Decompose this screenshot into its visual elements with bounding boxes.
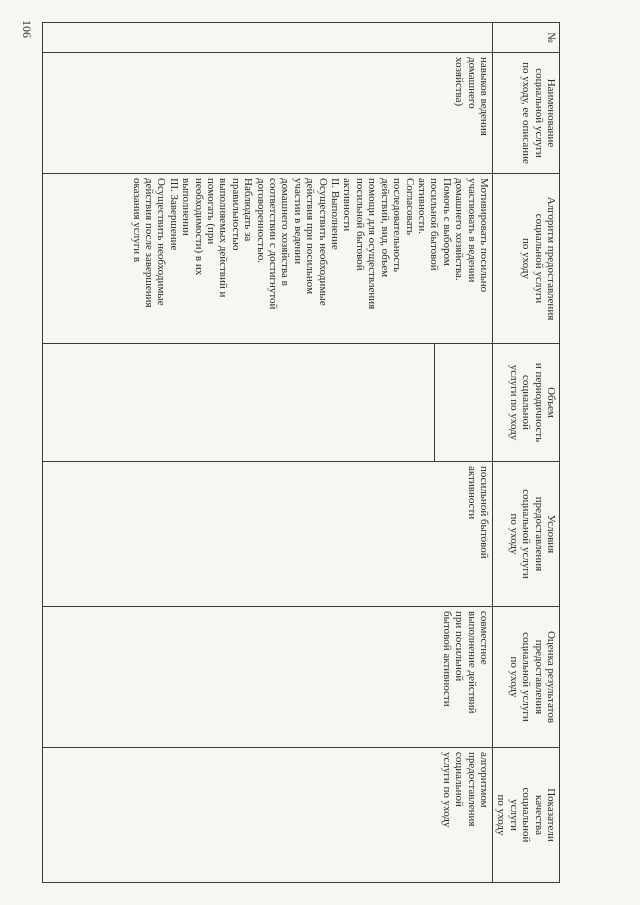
header-service-name	[492, 53, 559, 174]
cell-volume	[43, 344, 493, 462]
text-line: хозяйства)	[453, 57, 466, 107]
header-line: социальной услуги	[520, 632, 533, 722]
header-line: Показатели	[545, 788, 557, 842]
text-line: соответствии с достигнутой	[267, 178, 280, 310]
header-line: услуги	[507, 799, 520, 831]
cell-divider	[434, 344, 435, 461]
text-line: бытовой активности	[440, 611, 453, 707]
header-line: Оценка результатов	[545, 630, 557, 724]
text-line: выполняемых действий и	[217, 178, 230, 298]
text-line: посильной бытовой	[428, 178, 441, 271]
header-evaluation	[492, 607, 559, 748]
text-line: Мотивировать посильно	[477, 178, 490, 293]
volume-cell-inner	[45, 348, 490, 457]
header-line: по уходу, ее описание	[520, 62, 533, 164]
header-line: социальной	[520, 787, 533, 843]
text-line: договоренностью.	[254, 178, 267, 264]
text-line: Осуществить необходимые	[316, 178, 329, 306]
text-line: помощи для осуществления	[366, 178, 379, 310]
text-line: Наблюдать за	[242, 178, 255, 242]
header-line: социальной услуги	[520, 489, 533, 579]
header-line: качества	[532, 795, 545, 835]
header-line: по уходу	[507, 513, 520, 555]
header-line: Условия	[545, 514, 557, 554]
cell-evaluation	[43, 607, 493, 748]
header-line: по уходу	[495, 794, 508, 836]
header-line: и периодичность	[532, 362, 545, 443]
text-line: выполнении	[180, 178, 193, 236]
text-line: выполнение действий	[465, 611, 478, 714]
header-line: Алгоритм предоставления	[545, 196, 557, 321]
header-line: по уходу	[520, 238, 533, 279]
text-line: III. Завершение	[167, 178, 180, 251]
header-line: услуги по уходу	[507, 364, 520, 441]
text-line: активности	[465, 466, 478, 520]
text-line: последовательность	[391, 178, 404, 273]
header-line: предоставления	[532, 496, 545, 572]
text-line: активности	[341, 178, 354, 232]
header-line: Наименование	[545, 78, 557, 148]
text-line: услуги по уходу	[440, 752, 453, 828]
text-line: активности.	[415, 178, 428, 234]
text-line: необходимости) в их	[192, 178, 205, 276]
cell-service-name	[43, 53, 493, 174]
text-line: Осуществить необходимые	[155, 178, 168, 306]
text-line: предоставления	[465, 752, 478, 827]
page-number: 106	[20, 20, 34, 38]
text-line: Согласовать	[403, 178, 416, 236]
header-line: социальной	[520, 375, 533, 430]
text-line: домашнего хозяйства в	[279, 178, 292, 286]
header-line: предоставления	[532, 639, 545, 715]
header-no: №	[492, 23, 559, 53]
text-line: действия при посильном	[304, 178, 317, 295]
header-line: по уходу	[507, 656, 520, 698]
text-line: действия после завершения	[143, 178, 155, 308]
text-line: действий, вид, объем	[378, 178, 391, 278]
text-line: Помочь с выбором	[440, 178, 453, 266]
cell-conditions	[43, 462, 493, 607]
text-line: социальной	[453, 752, 466, 807]
text-line: участии в ведении	[291, 178, 304, 265]
header-line: Объем	[545, 387, 557, 418]
text-line: домашнего	[465, 57, 478, 109]
care-services-table	[42, 22, 560, 883]
text-line: навыков ведения	[477, 57, 490, 136]
text-line: оказания услуги в	[130, 178, 143, 263]
cell-quality	[43, 748, 493, 883]
header-row	[492, 23, 559, 883]
text-line: совместное	[477, 611, 490, 665]
text-line: алгоритмом	[477, 752, 490, 808]
text-line: помогать (при	[205, 178, 218, 245]
text-line: при посильной	[453, 611, 466, 682]
text-line: домашнего хозяйства.	[453, 178, 466, 281]
header-volume	[492, 344, 559, 462]
text-line: участвовать в ведении	[465, 178, 478, 283]
cell-no	[43, 23, 493, 53]
text-line: посильной бытовой	[477, 466, 490, 559]
text-line: посильной бытовой	[353, 178, 366, 271]
table-row	[43, 23, 493, 883]
cell-algorithm	[43, 174, 493, 344]
text-line: правильностью	[229, 178, 242, 251]
header-algorithm	[492, 174, 559, 344]
header-conditions	[492, 462, 559, 607]
text-line: II. Выполнение	[329, 178, 342, 250]
header-quality	[492, 748, 559, 883]
header-line: социальной услуги	[532, 213, 545, 304]
header-line: социальной услуги	[532, 68, 545, 158]
